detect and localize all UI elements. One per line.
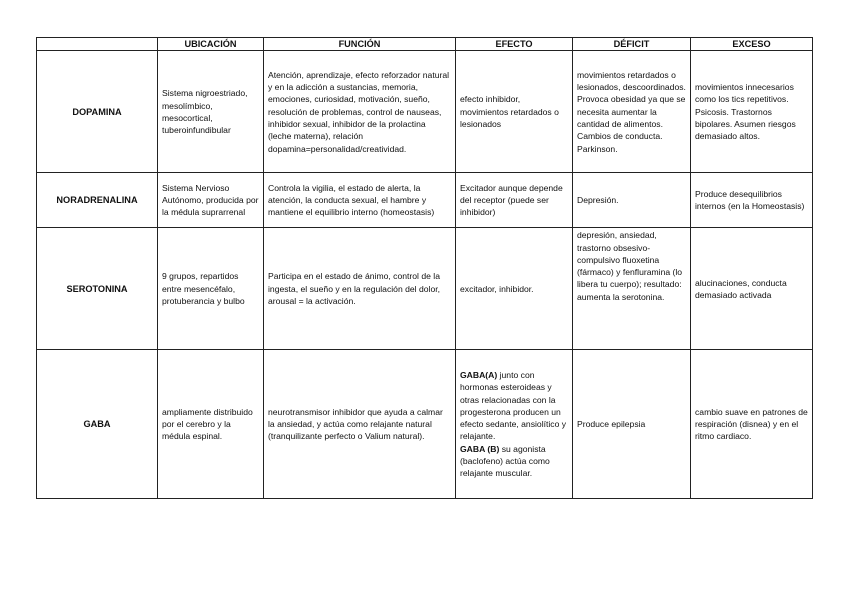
cell-exceso: movimientos innecesarios como los tics repetitivos. Psicosis. Trastornos bipolares. Asumen riesgos demasiado altos. — [691, 51, 813, 173]
header-efecto: EFECTO — [456, 38, 573, 51]
cell-efecto: efecto inhibidor, movimientos retardados o lesionados — [456, 51, 573, 173]
cell-exceso: cambio suave en patrones de respiración (disnea) y en el ritmo cardiaco. — [691, 350, 813, 499]
gaba-a-label: GABA(A) — [460, 369, 498, 380]
cell-deficit: movimientos retardados o lesionados, descoordinados. Provoca obesidad ya que se necesita aumentar la cantidad de alimentos. Cambios de conducta. Parkinson. — [573, 51, 691, 173]
cell-ubicacion: Sistema nigroestriado, mesolímbico, mesocortical, tuberoinfundibular — [158, 51, 264, 173]
table-row — [37, 350, 813, 499]
table-row — [37, 228, 813, 350]
cell-ubicacion: Sistema Nervioso Autónomo, producida por la médula suprarrenal — [158, 173, 264, 228]
row-name: DOPAMINA — [37, 51, 158, 173]
cell-ubicacion: ampliamente distribuido por el cerebro y la médula espinal. — [158, 350, 264, 499]
cell-exceso: alucinaciones, conducta demasiado activada — [691, 228, 813, 350]
cell-exceso: Produce desequilibrios internos (en la Homeostasis) — [691, 173, 813, 228]
gaba-b-text: su agonista (baclofeno) actúa como relajante muscular. — [460, 443, 550, 479]
header-funcion: FUNCIÓN — [264, 38, 456, 51]
table-row — [37, 173, 813, 228]
cell-efecto — [456, 350, 573, 499]
cell-funcion: Atención, aprendizaje, efecto reforzador natural y en la adicción a sustancias, memoria, emociones, curiosidad, motivación, sueño, resolución de problemas, control de nauseas, inhibidor sexual, inhibidor de la prolactina (leche materna), relación dopamina=personalidad/creatividad. — [264, 51, 456, 173]
cell-deficit: Produce epilepsia — [573, 350, 691, 499]
header-cell-empty — [37, 38, 158, 51]
neurotransmitter-table — [36, 37, 813, 499]
cell-funcion: neurotransmisor inhibidor que ayuda a calmar la ansiedad, y actúa como relajante natural (tranquilizante perfecto o Valium natural). — [264, 350, 456, 499]
row-name: NORADRENALINA — [37, 173, 158, 228]
cell-deficit: Depresión. — [573, 173, 691, 228]
header-exceso: EXCESO — [691, 38, 813, 51]
row-name: SEROTONINA — [37, 228, 158, 350]
gaba-a-text: junto con hormonas esteroideas y otras relacionadas con la progesterona producen un efecto sedante, ansiolítico y relajante. — [460, 369, 567, 442]
cell-ubicacion: 9 grupos, repartidos entre mesencéfalo, protuberancia y bulbo — [158, 228, 264, 350]
header-row — [37, 38, 813, 51]
cell-deficit: depresión, ansiedad, trastorno obsesivo-compulsivo fluoxetina (fármaco) y fenfluramina (lo libera tu cuerpo); resultado: aumenta la serotonina. — [573, 228, 691, 350]
header-deficit: DÉFICIT — [573, 38, 691, 51]
cell-efecto: Excitador aunque depende del receptor (puede ser inhibidor) — [456, 173, 573, 228]
cell-funcion: Controla la vigilia, el estado de alerta, la atención, la conducta sexual, el hambre y mantiene el equilibrio interno (homeostasis) — [264, 173, 456, 228]
table-row — [37, 51, 813, 173]
cell-efecto: excitador, inhibidor. — [456, 228, 573, 350]
row-name: GABA — [37, 350, 158, 499]
gaba-b-label: GABA (B) — [460, 443, 500, 454]
header-ubicacion: UBICACIÓN — [158, 38, 264, 51]
cell-funcion: Participa en el estado de ánimo, control de la ingesta, el sueño y en la regulación del dolor, arousal = la activación. — [264, 228, 456, 350]
